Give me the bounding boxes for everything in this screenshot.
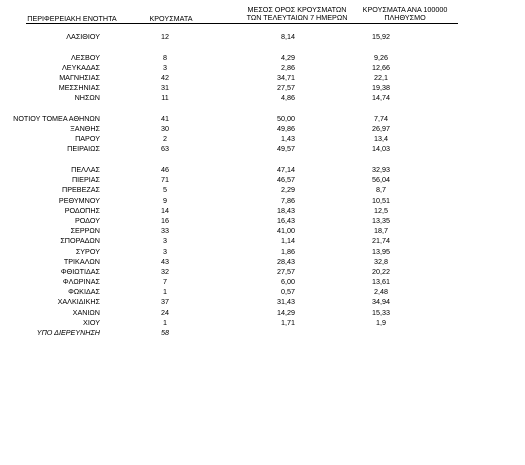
per-100k-cell: 1,9 [376,317,386,327]
table-row [0,32,525,42]
region-name-cell: ΡΟΔΟΥ [74,215,100,225]
header-per100k-line2: ΠΛΗΘΥΣΜΟ [384,13,426,23]
cases-cell: 16 [161,215,169,225]
per-100k-cell: 15,92 [372,32,390,41]
avg-7-days-cell: 27,57 [277,266,295,276]
avg-7-days-cell: 4,86 [281,93,295,103]
cases-cell: 63 [161,144,169,154]
region-name-cell: ΞΑΝΘΗΣ [70,124,100,134]
cases-cell: 11 [161,93,169,103]
avg-7-days-cell: 50,00 [277,113,295,123]
cases-cell: 1 [163,317,167,327]
per-100k-cell: 12,66 [372,62,390,72]
table-row [0,196,525,206]
table-row [0,83,525,93]
avg-7-days-cell: 41,00 [277,226,295,236]
header-cases: ΚΡΟΥΣΜΑΤΑ [149,14,193,23]
avg-7-days-cell: 14,29 [277,307,295,317]
table-row [0,134,525,144]
table-row [0,308,525,318]
header-avg-line1: ΜΕΣΟΣ ΟΡΟΣ ΚΡΟΥΣΜΑΤΩΝ [247,5,347,14]
per-100k-cell: 13,35 [372,215,390,225]
cases-cell: 1 [163,287,167,297]
row-spacer [0,104,525,114]
region-name-cell: ΦΘΙΩΤΙΔΑΣ [60,266,100,276]
region-name-cell: ΜΑΓΝΗΣΙΑΣ [59,72,100,82]
per-100k-cell: 32,93 [372,165,390,175]
avg-7-days-cell: 31,43 [277,297,295,307]
avg-7-days-cell: 1,43 [281,134,295,144]
region-name-cell: ΦΛΩΡΙΝΑΣ [62,277,100,287]
region-name-cell: ΧΑΛΚΙΔΙΚΗΣ [57,297,100,307]
row-spacer [0,42,525,52]
cases-cell: 2 [163,134,167,144]
per-100k-cell: 8,7 [376,185,386,195]
region-name-cell: ΣΥΡΟΥ [75,246,100,256]
table-row [0,185,525,195]
region-name-cell: ΣΕΡΡΩΝ [70,226,100,236]
table-row [0,226,525,236]
per-100k-cell: 9,26 [374,52,388,62]
region-name-cell: ΤΡΙΚΑΛΩΝ [63,256,100,266]
region-name-cell: ΡΟΔΟΠΗΣ [64,205,100,215]
region-name-cell: ΦΩΚΙΔΑΣ [68,287,100,297]
per-100k-cell: 32,8 [374,256,388,266]
region-name-cell: ΠΕΛΛΑΣ [71,165,100,175]
per-100k-cell: 10,51 [372,195,390,205]
table-row [0,53,525,63]
per-100k-cell: 15,33 [372,307,390,317]
per-100k-cell: 34,94 [372,297,390,307]
per-100k-cell: 13,95 [372,246,390,256]
cases-cell: 43 [161,256,169,266]
avg-7-days-cell: 0,57 [281,287,295,297]
cases-cell: 46 [161,165,169,175]
cases-cell: 37 [161,297,169,307]
region-name-cell: ΜΕΣΣΗΝΙΑΣ [58,83,100,93]
cases-cell: 14 [161,205,169,215]
table-row [0,297,525,307]
region-name-cell: ΡΕΘΥΜΝΟΥ [58,195,100,205]
table-row [0,144,525,154]
cases-cell: 31 [161,83,169,93]
cases-cell: 3 [163,236,167,246]
table-row [0,216,525,226]
table-row [0,114,525,124]
per-100k-cell: 20,22 [372,266,390,276]
table-row [0,328,525,338]
region-name-cell: ΠΙΕΡΙΑΣ [71,175,100,185]
avg-7-days-cell: 4,29 [281,52,295,62]
avg-7-days-cell: 46,57 [277,175,295,185]
avg-7-days-cell: 6,00 [281,277,295,287]
cases-cell: 9 [163,195,167,205]
table-row [0,124,525,134]
header-avg-line2: ΤΩΝ ΤΕΛΕΥΤΑΙΩΝ 7 ΗΜΕΡΩΝ [246,13,348,23]
table-row [0,318,525,328]
per-100k-cell: 7,74 [374,113,388,123]
table-row [0,93,525,103]
per-100k-cell: 2,48 [374,287,388,297]
cases-cell: 41 [161,113,169,123]
cases-cell: 3 [163,62,167,72]
cases-cell: 32 [161,266,169,276]
region-name-cell: ΣΠΟΡΑΔΩΝ [60,236,100,246]
avg-7-days-cell: 16,43 [277,215,295,225]
row-spacer [0,155,525,165]
avg-7-days-cell: 1,14 [281,236,295,246]
region-name-cell: ΧΙΟΥ [83,317,100,327]
header-divider [26,23,458,24]
cases-cell: 12 [161,32,169,41]
header-avg-7-days [238,6,356,23]
per-100k-cell: 18,7 [374,226,388,236]
region-name-cell: ΛΑΣΙΘΙΟΥ [66,32,100,41]
header-region: ΠΕΡΙΦΕΡΕΙΑΚΗ ΕΝΟΤΗΤΑ [27,14,117,23]
avg-7-days-cell: 2,29 [281,185,295,195]
cases-cell: 24 [161,307,169,317]
avg-7-days-cell: 7,86 [281,195,295,205]
per-100k-cell: 12,5 [374,205,388,215]
cases-cell: 5 [163,185,167,195]
region-name-cell: ΛΕΣΒΟΥ [71,52,100,62]
avg-7-days-cell: 1,86 [281,246,295,256]
table-body [0,32,525,338]
per-100k-cell: 19,38 [372,83,390,93]
cases-cell: 7 [163,277,167,287]
avg-7-days-cell: 2,86 [281,62,295,72]
cases-cell: 71 [161,175,169,185]
per-100k-cell: 26,97 [372,124,390,134]
table-row [0,257,525,267]
table-row [0,267,525,277]
per-100k-cell: 21,74 [372,236,390,246]
region-name-cell: ΝΟΤΙΟΥ ΤΟΜΕΑ ΑΘΗΝΩΝ [13,113,100,123]
header-per100k-line1: ΚΡΟΥΣΜΑΤΑ ΑΝΑ 100000 [362,5,448,14]
avg-7-days-cell: 8,14 [281,32,295,41]
cases-cell: 8 [163,52,167,62]
per-100k-cell: 13,4 [374,134,388,144]
table-row [0,277,525,287]
avg-7-days-cell: 49,86 [277,124,295,134]
table-row [0,175,525,185]
region-name-cell: ΥΠΟ ΔΙΕΡΕΥΝΗΣΗ [36,328,100,338]
per-100k-cell: 14,03 [372,144,390,154]
avg-7-days-cell: 27,57 [277,83,295,93]
cases-cell: 33 [161,226,169,236]
cases-cell: 30 [161,124,169,134]
table-row [0,247,525,257]
cases-cell: 3 [163,246,167,256]
cases-cell: 42 [161,72,169,82]
avg-7-days-cell: 49,57 [277,144,295,154]
per-100k-cell: 22,1 [374,72,388,82]
avg-7-days-cell: 47,14 [277,165,295,175]
region-name-cell: ΝΗΣΩΝ [74,93,100,103]
table-row [0,236,525,246]
cases-cell: 58 [161,328,169,338]
region-name-cell: ΧΑΝΙΩΝ [72,307,100,317]
table-row [0,287,525,297]
region-name-cell: ΠΡΕΒΕΖΑΣ [62,185,100,195]
table-row [0,165,525,175]
table-row [0,206,525,216]
per-100k-cell: 13,61 [372,277,390,287]
per-100k-cell: 56,04 [372,175,390,185]
avg-7-days-cell: 28,43 [277,256,295,266]
avg-7-days-cell: 34,71 [277,72,295,82]
table-row [0,63,525,73]
header-per-100k [355,6,455,23]
region-name-cell: ΛΕΥΚΑΔΑΣ [61,62,100,72]
per-100k-cell: 14,74 [372,93,390,103]
table-row [0,73,525,83]
region-name-cell: ΠΑΡΟΥ [75,134,100,144]
avg-7-days-cell: 1,71 [281,317,295,327]
region-name-cell: ΠΕΙΡΑΙΩΣ [67,144,100,154]
avg-7-days-cell: 18,43 [277,205,295,215]
